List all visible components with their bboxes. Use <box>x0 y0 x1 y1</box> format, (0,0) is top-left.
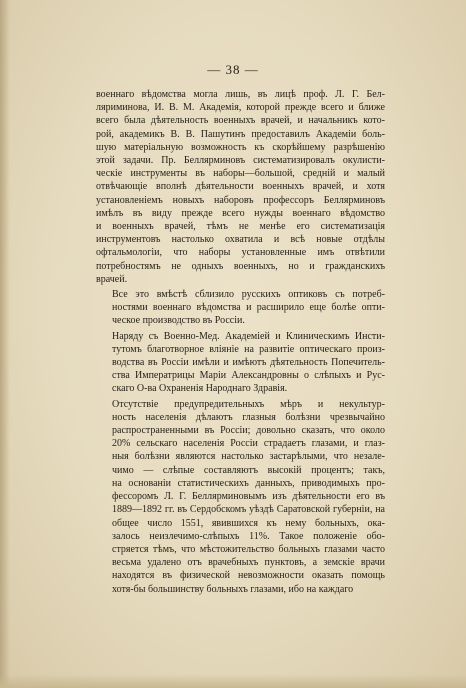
text-line: общее число 1551, явившихся къ нему больныхъ, ока- <box>112 517 385 529</box>
text-line: имѣлъ въ виду прежде всего нужды военнаго вѣдомство <box>96 207 385 219</box>
text-line: ческіе инструменты въ наборы—большой, средній и малый <box>96 168 385 180</box>
text-line: залось неизлечимо-слѣпыхъ 11%. Такое положеніе обо- <box>112 530 385 542</box>
text-line: ныя болѣзни являются настолько застарѣлыми, что незале- <box>112 451 385 463</box>
text-line: чимо — слѣпые составляютъ высокій процентъ; такъ, <box>112 464 385 476</box>
text-line: ность населенія дѣлаютъ глазныя болѣзни чрезвычайно <box>112 411 385 423</box>
page-number: — 38 — <box>207 62 259 77</box>
text-line: рой, академикъ В. В. Пашутинъ предоставилъ Академіи боль- <box>96 128 385 140</box>
text-line: тутомъ благотворное вліяніе на развитіе оптическаго произ- <box>112 343 385 355</box>
text-line: отвѣчающіе вполнѣ дѣятельности военныхъ врачей, и хотя <box>96 181 385 193</box>
text-line: установленіемъ новыхъ наборовъ профессоръ Беллярминовъ <box>96 194 385 206</box>
text-line: ческое производство въ Россіи. <box>112 315 245 327</box>
text-line: ностями военнаго вѣдомства и расширило еще болѣе опти- <box>112 302 385 314</box>
text-line: всего была дѣятельность военныхъ врачей, и начальникъ кото- <box>96 115 385 127</box>
text-line: распространенными въ Россіи; довольно сказать, что около <box>112 425 385 437</box>
text-line: водства въ Россіи имѣли и имѣютъ дѣятельность Попечитель- <box>112 357 385 369</box>
body-text <box>96 88 385 596</box>
text-line: Наряду съ Военно-Мед. Академіей и Клиническимъ Инсти- <box>112 330 385 342</box>
text-line: и военныхъ врачей, тѣмъ не менѣе его систематизація <box>96 221 385 233</box>
text-line: на основаніи статистическихъ данныхъ, приводимыхъ про- <box>112 477 385 489</box>
paragraph <box>96 88 385 286</box>
text-line: 1889—1892 гг. въ Сердобскомъ уѣздѣ Саратовской губерніи, на <box>112 504 385 516</box>
text-line: врачей. <box>96 273 128 285</box>
text-line: офтальмологіи, что наборы установленные имъ отвѣтили <box>96 247 385 259</box>
text-line: фессоромъ Л. Г. Беллярминовымъ изъ дѣятельности его въ <box>112 491 385 503</box>
text-line: Отсутствіе предупредительныхъ мѣръ и некультур- <box>112 398 385 410</box>
text-line: шую матеріальную возможность къ скорѣйшему разрѣшенію <box>96 141 385 153</box>
text-line: хотя-бы большинству больныхъ глазами, ибо на каждаго <box>112 583 354 595</box>
text-line: инструментовъ настолько охватила и всѣ новые отдѣлы <box>96 234 385 246</box>
paragraph <box>96 398 385 596</box>
text-line: 20% сельскаго населенія Россіи страдаетъ глазами, и глаз- <box>112 438 385 450</box>
text-line: Все это вмѣстѣ сблизило русскихъ оптиковъ съ потреб- <box>112 289 385 301</box>
text-line: ляриминова, И. В. М. Академія, которой прежде всего и ближе <box>96 102 385 114</box>
text-line: военнаго вѣдомства могла лишь, въ лицѣ проф. Л. Г. Бел- <box>96 89 385 100</box>
paragraph <box>96 330 385 396</box>
text-line: ства Императрицы Маріи Александровны о слѣпыхъ и Рус- <box>112 370 385 382</box>
text-line: находятся въ физической невозможности оказать помощь <box>112 570 385 582</box>
page-edge-shadow-bottom <box>0 674 466 688</box>
text-line: скаго О-ва Охраненія Народнаго Здравія. <box>112 383 288 395</box>
text-line: весьма удалено отъ врачебныхъ пунктовъ, а земскіе врачи <box>112 557 385 569</box>
text-line: стряется тѣмъ, что мѣстожительство больныхъ глазами часто <box>112 543 385 555</box>
paragraph <box>96 288 385 328</box>
text-line: потребностямъ не одныхъ военныхъ, но и гражданскихъ <box>96 260 385 272</box>
text-line: этой задачи. Пр. Беллярминовъ систематизировалъ окулисти- <box>96 155 385 167</box>
page-edge-shadow-left <box>0 0 10 688</box>
